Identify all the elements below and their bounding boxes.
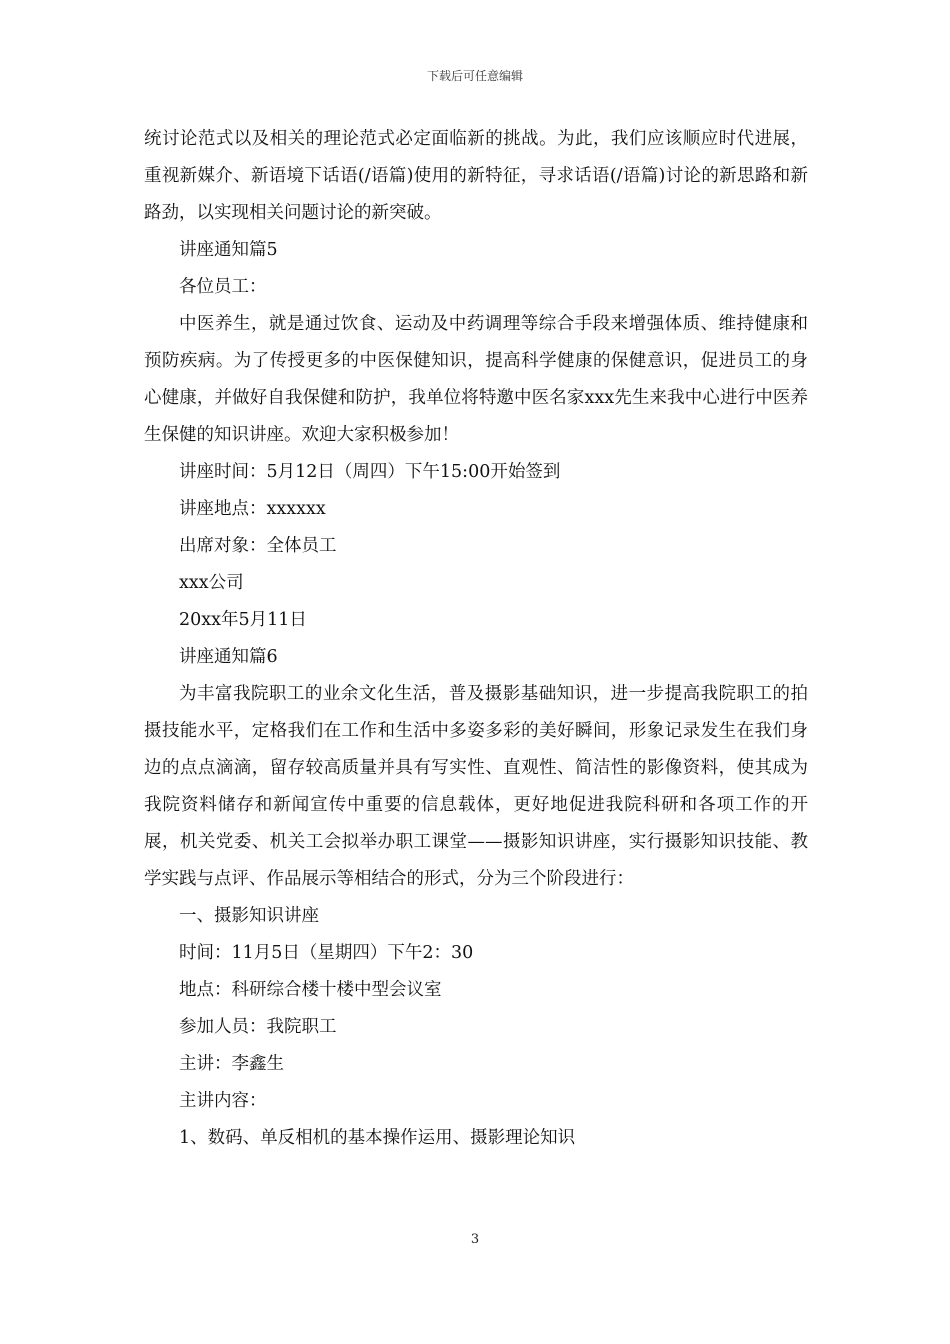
lecture-location: 讲座地点：xxxxxx — [179, 499, 326, 519]
document-body — [144, 121, 808, 1157]
issue-date: 20xx年5月11日 — [179, 610, 307, 630]
paragraph-photography-intro: 为丰富我院职工的业余文化生活，普及摄影基础知识，进一步提高我院职工的拍摄技能水平，定格我们在工作和生活中多姿多彩的美好瞬间，形象记录发生在我们身边的点点滴滴，留存较高质量并具有写实性、直观性、简洁性的影像资料，使其成为我院资料储存和新闻宣传中重要的信息载体，更好地促进我院科研和各项工作的开展，机关党委、机关工会拟举办职工课堂——摄影知识讲座，实行摄影知识技能、教学实践与点评、作品展示等相结合的形式，分为三个阶段进行： — [144, 684, 808, 889]
stage-one-speaker: 主讲：李鑫生 — [179, 1054, 284, 1074]
stage-one-title: 一、摄影知识讲座 — [179, 906, 319, 926]
section-heading-6: 讲座通知篇6 — [179, 647, 278, 667]
paragraph-continuation: 统讨论范式以及相关的理论范式必定面临新的挑战。为此，我们应该顺应时代进展，重视新媒介、新语境下话语(/语篇)使用的新特征，寻求话语(/语篇)讨论的新思路和新路劲，以实现相关问题讨论的新突破。 — [144, 129, 808, 223]
lecture-audience: 出席对象：全体员工 — [179, 536, 337, 556]
lecture-time: 讲座时间：5月12日（周四）下午15:00开始签到 — [179, 462, 561, 482]
stage-one-location: 地点：科研综合楼十楼中型会议室 — [179, 980, 442, 1000]
issuer-company: xxx公司 — [179, 573, 244, 593]
stage-one-time: 时间：11月5日（星期四）下午2：30 — [179, 943, 474, 963]
stage-one-content-label: 主讲内容： — [179, 1091, 267, 1111]
salutation: 各位员工： — [179, 277, 267, 297]
stage-one-content-item-1: 1、数码、单反相机的基本操作运用、摄影理论知识 — [179, 1128, 576, 1148]
page-number: 3 — [470, 1232, 480, 1247]
stage-one-participants: 参加人员：我院职工 — [179, 1017, 337, 1037]
paragraph-tcm-intro: 中医养生，就是通过饮食、运动及中药调理等综合手段来增强体质、维持健康和预防疾病。为了传授更多的中医保健知识，提高科学健康的保健意识，促进员工的身心健康，并做好自我保健和防护，我单位将特邀中医名家xxx先生来我中心进行中医养生保健的知识讲座。欢迎大家积极参加！ — [144, 314, 808, 445]
page-header: 下载后可任意编辑 — [426, 69, 523, 83]
section-heading-5: 讲座通知篇5 — [179, 240, 278, 260]
